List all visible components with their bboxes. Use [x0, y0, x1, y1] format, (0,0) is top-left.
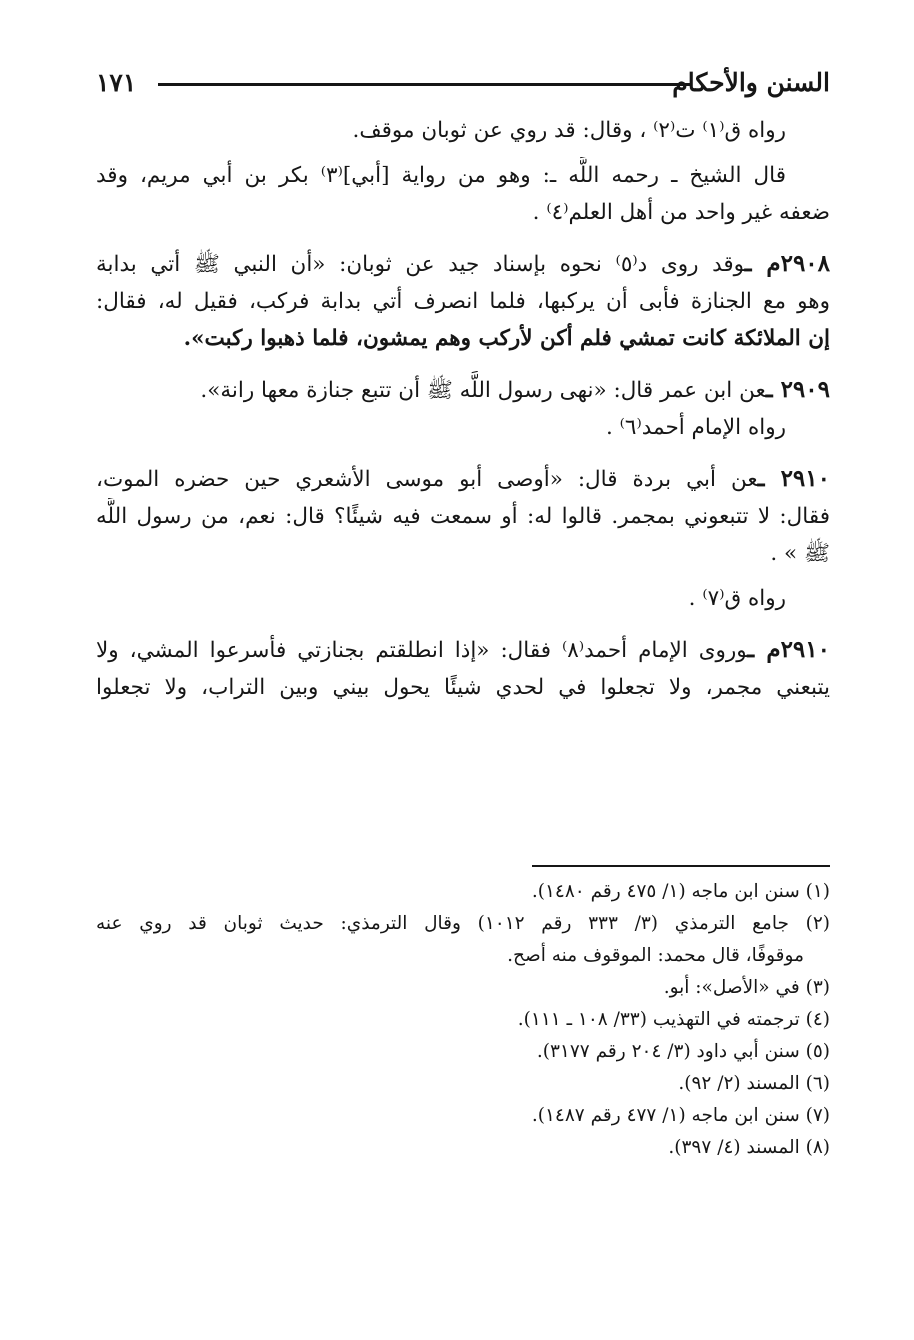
hadith-text: عن أبي بردة قال: «أوصى أبو موسى الأشعري حين حضره الموت، [96, 467, 758, 492]
hadith-2909-first-line [96, 371, 830, 409]
text-line: إن الملائكة كانت تمشي فلم أكن لأركب وهم يمشون، فلما ذهبوا ركبت». [183, 326, 830, 351]
text-line: رواه ق⁽٧⁾ . [688, 586, 786, 611]
footnote: (٣) في «الأصل»: أبو. [663, 977, 830, 998]
header-rule [158, 83, 692, 86]
text-line: فقال: لا تتبعوني بمجمر. قالوا له: أو سمعت فيه شيئًا؟ قال: نعم، من رسول اللَّه [96, 504, 830, 529]
footnote-continuation: موقوفًا، قال محمد: الموقوف منه أصح. [507, 945, 804, 966]
footnote: (٥) سنن أبي داود (٣/ ٢٠٤ رقم ٣١٧٧). [536, 1041, 830, 1062]
text-line: يتبعني مجمر، ولا تجعلوا في لحدي شيئًا يحول بيني وبين التراب، ولا تجعلوا [96, 675, 830, 700]
hadith-text: وقد روى د⁽٥⁾ نحوه بإسناد جيد عن ثوبان: «أن النبي ﷺ أتي بدابة [96, 252, 745, 277]
footnote: (١) سنن ابن ماجه (١/ ٤٧٥ رقم ١٤٨٠). [531, 881, 830, 902]
footnote: (٨) المسند (٤/ ٣٩٧). [668, 1137, 830, 1158]
hadith-number: ٢٩٠٩ ـ [765, 376, 830, 403]
hadith-text: وروى الإمام أحمد⁽٨⁾ فقال: «إذا انطلقتم بجنازتي فأسرعوا المشي، ولا [96, 638, 748, 663]
page-header [96, 64, 830, 104]
running-title: السنن والأحكام [672, 68, 830, 97]
hadith-number: ٢٩٠٨م ـ [744, 250, 830, 277]
hadith-2910m-first-line [96, 631, 830, 669]
main-text [96, 112, 830, 706]
footnote: (٧) سنن ابن ماجه (١/ ٤٧٧ رقم ١٤٨٧). [531, 1105, 830, 1126]
hadith-number: ٢٩١٠م ـ [747, 636, 830, 663]
text-line: رواه الإمام أحمد⁽٦⁾ . [605, 415, 786, 440]
page-number: ١٧١ [96, 68, 137, 97]
footnote: (٦) المسند (٢/ ٩٢). [678, 1073, 830, 1094]
text-line: ﷺ » . [770, 541, 830, 566]
text-line: رواه ق⁽١⁾ ت⁽٢⁾ ، وقال: قد روي عن ثوبان موقف. [352, 118, 786, 143]
footnote: (٤) ترجمته في التهذيب (٣٣/ ١٠٨ ـ ١١١). [517, 1009, 830, 1030]
text-line: ضعفه غير واحد من أهل العلم⁽٤⁾ . [532, 200, 830, 225]
footnotes [96, 876, 830, 1164]
text-line: قال الشيخ ـ رحمه اللَّه ـ: وهو من رواية [أبي]⁽٣⁾ بكر بن أبي مريم، وقد [96, 163, 786, 188]
hadith-2910-first-line [96, 460, 830, 498]
hadith-text: عن ابن عمر قال: «نهى رسول اللَّه ﷺ أن تتبع جنازة معها رانة». [200, 378, 766, 403]
footnote: (٢) جامع الترمذي (٣/ ٣٣٣ رقم ١٠١٢) وقال الترمذي: حديث ثوبان قد روي عنه [96, 913, 830, 934]
footnote-separator [532, 865, 830, 867]
hadith-2908-first-line [96, 245, 830, 283]
hadith-number: ٢٩١٠ ـ [757, 465, 830, 492]
text-line: وهو مع الجنازة فأبى أن يركبها، فلما انصرف أتي بدابة فركب، فقيل له، فقال: [96, 289, 830, 314]
